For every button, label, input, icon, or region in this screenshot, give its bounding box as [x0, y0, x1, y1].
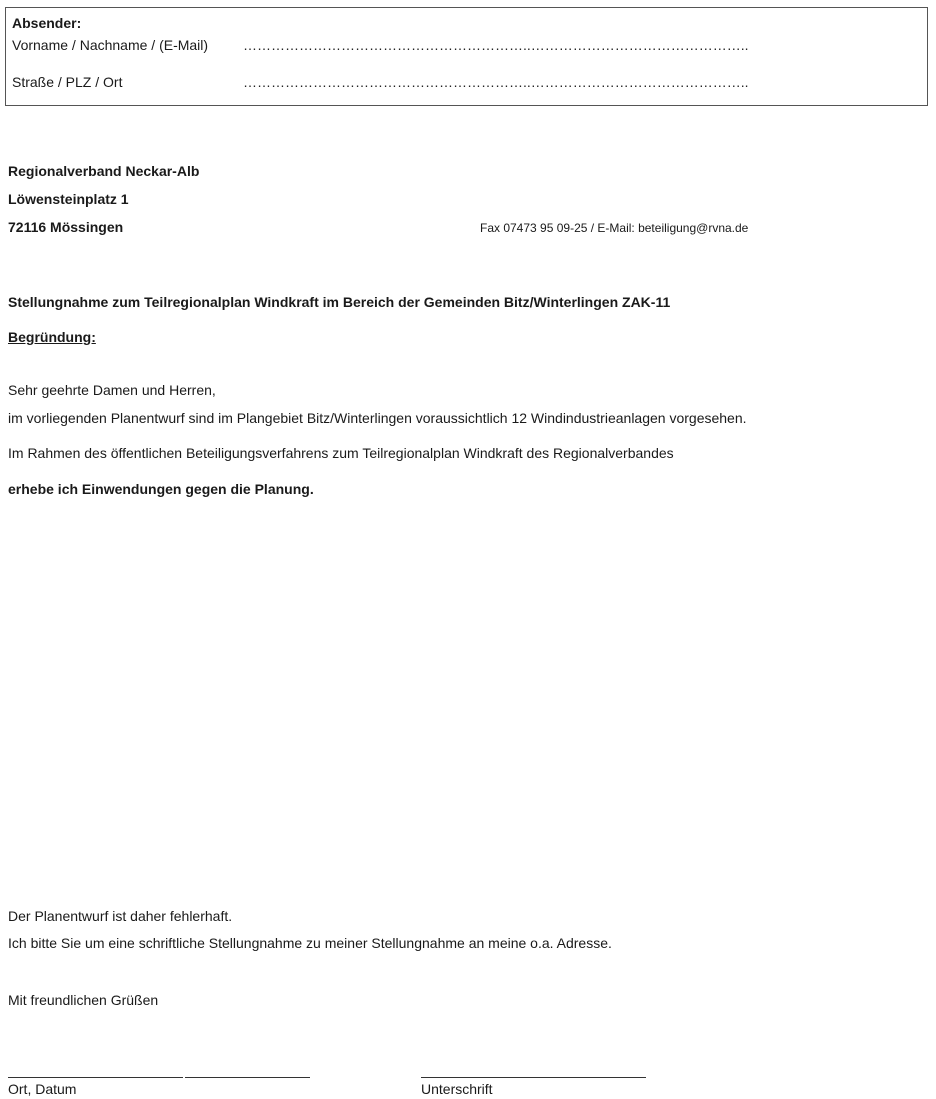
signature-line[interactable]: [421, 1077, 646, 1078]
conclusion: Der Planentwurf ist daher fehlerhaft.: [8, 908, 233, 924]
paragraph-2: Im Rahmen des öffentlichen Beteiligungsverfahrens zum Teilregionalplan Windkraft des Regionalverbandes: [8, 445, 674, 461]
sender-heading: Absender:: [12, 15, 82, 31]
sender-address-field[interactable]: ……………………………………………………..………………………………………..: [243, 74, 749, 90]
sender-name-label: Vorname / Nachname / (E-Mail): [12, 37, 209, 53]
recipient-contact: Fax 07473 95 09-25 / E-Mail: beteiligung@rvna.de: [480, 221, 749, 235]
place-line[interactable]: [8, 1077, 183, 1078]
sender-name-field[interactable]: ……………………………………………………..………………………………………..: [243, 37, 749, 53]
sender-box: [5, 7, 928, 106]
reason-heading: Begründung:: [8, 329, 96, 345]
recipient-street: Löwensteinplatz 1: [8, 191, 129, 207]
objection-statement: erhebe ich Einwendungen gegen die Planung.: [8, 481, 314, 497]
signature-label: Unterschrift: [421, 1081, 493, 1097]
recipient-city: 72116 Mössingen: [8, 219, 124, 235]
paragraph-1: im vorliegenden Planentwurf sind im Plangebiet Bitz/Winterlingen voraussichtlich 12 Windindustrieanlagen vorgesehen.: [8, 410, 747, 426]
request: Ich bitte Sie um eine schriftliche Stellungnahme zu meiner Stellungnahme an meine o.a. Adresse.: [8, 935, 612, 951]
closing: Mit freundlichen Grüßen: [8, 992, 159, 1008]
date-line[interactable]: [185, 1077, 310, 1078]
salutation: Sehr geehrte Damen und Herren,: [8, 382, 216, 398]
recipient-org: Regionalverband Neckar-Alb: [8, 163, 200, 179]
letter-subject: Stellungnahme zum Teilregionalplan Windkraft im Bereich der Gemeinden Bitz/Winterlingen ZAK-11: [8, 294, 671, 310]
place-date-label: Ort, Datum: [8, 1081, 77, 1097]
sender-address-label: Straße / PLZ / Ort: [12, 74, 123, 90]
